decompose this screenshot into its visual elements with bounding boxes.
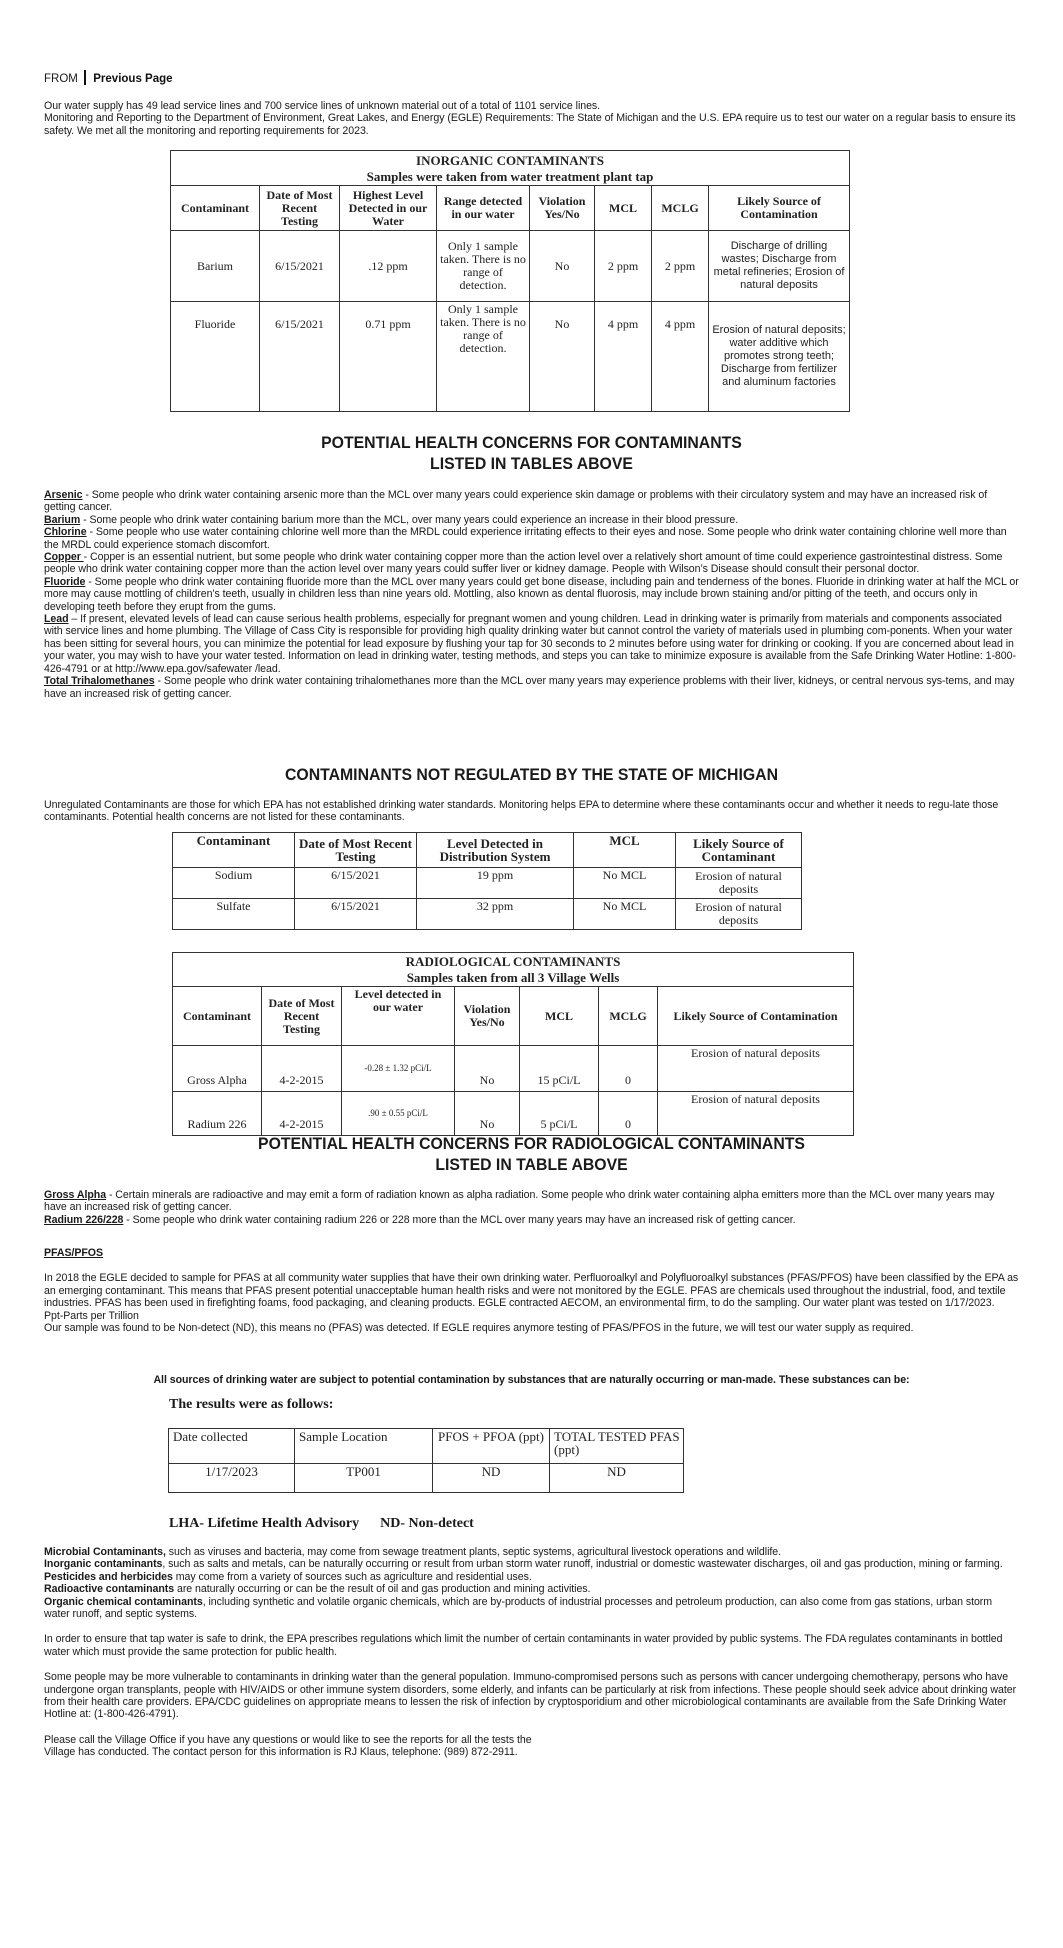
ppt-definition: Ppt-Parts per Trillion	[44, 1309, 139, 1322]
term-trihalomethanes: Total Trihalomethanes	[44, 675, 155, 688]
cell: No	[530, 231, 595, 302]
col-header: Contaminant	[173, 987, 262, 1046]
cell: No	[455, 1092, 520, 1136]
cell: .12 ppm	[340, 231, 437, 302]
inorganic-header-row	[171, 186, 850, 231]
cell: 4 ppm	[652, 302, 709, 412]
inorganic-contaminants-table	[170, 150, 850, 412]
list-item	[44, 1558, 1019, 1570]
list-item	[44, 1583, 1019, 1595]
col-header: MCL	[574, 833, 676, 868]
pfas-result: Our sample was found to be Non-detect (ND), this means no (PFAS) was detected. If EGLE requires anymore testing of PFAS/PFOS in the future, we will test our water supply as required.	[44, 1322, 914, 1335]
item-text: - Some people who use water containing chlorine well more than the MRDL could experience irritating effects to their eyes and nose. Some people who drink water containing chlorine well more than the MRDL could experience stomach discomfort.	[44, 526, 1007, 551]
item-text: - Some people who drink water containing trihalomethanes more than the MCL over many years may experience problems with their liver, kidneys, or central nervous sys-tems, and may have an increased risk of getting cancer.	[44, 675, 1015, 700]
term-radioactive: Radioactive contaminants	[44, 1583, 175, 1596]
cell: 0	[599, 1046, 658, 1092]
cell: 4-2-2015	[262, 1092, 342, 1136]
header-divider	[84, 70, 86, 85]
cell: Discharge of drilling wastes; Discharge from metal refineries; Erosion of natural deposits	[709, 231, 850, 302]
inorganic-table-title: INORGANIC CONTAMINANTS	[171, 151, 850, 170]
cell: Sulfate	[173, 899, 295, 930]
list-item	[44, 514, 1019, 526]
list-item	[44, 1596, 1019, 1621]
col-header: Violation Yes/No	[455, 987, 520, 1046]
col-header: MCLG	[652, 186, 709, 231]
col-header: Contaminant	[171, 186, 260, 231]
col-header: MCL	[520, 987, 599, 1046]
radiological-table-title: RADIOLOGICAL CONTAMINANTS	[173, 953, 854, 971]
list-item	[44, 551, 1019, 576]
list-item	[44, 1214, 1019, 1226]
col-header: TOTAL TESTED PFAS (ppt)	[550, 1429, 684, 1464]
cell: 32 ppm	[417, 899, 574, 930]
table-row	[173, 899, 802, 930]
cell: ND	[550, 1464, 684, 1493]
cell: -0.28 ± 1.32 pCi/L	[342, 1046, 455, 1092]
pfas-legend: LHA- Lifetime Health Advisory ND- Non-detect	[169, 1516, 474, 1531]
cell: No	[530, 302, 595, 412]
term-copper: Copper	[44, 551, 84, 564]
health-concerns-list	[44, 489, 1019, 700]
monitoring-text: Monitoring and Reporting to the Department of Environment, Great Lakes, and Energy (EGLE) Requirements: The State of Michigan and the U.S. EPA require us to test our water on a regular basis to ensure its safety. We met all the monitoring and reporting requirements for 2023.	[44, 112, 1016, 137]
item-text: – If present, elevated levels of lead can cause serious health problems, especially for pregnant women and young children. Lead in drinking water is primarily from materials and components associated with service lines and home plumbing. The Village of Cass City is responsible for providing high quality drinking water but cannot control the variety of materials used in plumbing com-ponents. When your water has been sitting for several hours, you can minimize the potential for lead exposure by flushing your tap for 30 seconds to 2 minutes before using water for drinking or cooking. If you are concerned about lead in your water, you may wish to have your water tested. Information on lead in drinking water, testing methods, and steps you can take to minimize exposure is available from the Safe Drinking Water Hotline: 1-800-426-4791 or at http://www.epa.gov/safewater /lead.	[44, 613, 1016, 675]
pfas-header-row	[169, 1429, 684, 1464]
pfas-results-table	[168, 1428, 684, 1493]
list-item	[44, 1189, 1019, 1214]
cell: 6/15/2021	[260, 231, 340, 302]
vulnerable-paragraph: Some people may be more vulnerable to contaminants in drinking water than the general population. Immuno-compromised persons such as persons with cancer undergoing chemotherapy, persons who have undergone organ transplants, people with HIV/AIDS or other immune system disorders, some elderly, and infants can be particularly at risk from infections. These people should seek advice about drinking water from their health care providers. EPA/CDC guidelines on appropriate means to lessen the risk of infection by cryptosporidium and other microbiological contaminants are available from the Safe Drinking Water Hotline at: (1-800-426-4791).	[44, 1671, 1017, 1721]
col-header: MCLG	[599, 987, 658, 1046]
col-header: Date collected	[169, 1429, 295, 1464]
radiological-header-row	[173, 987, 854, 1046]
term-barium: Barium	[44, 513, 81, 526]
term-fluoride: Fluoride	[44, 575, 86, 588]
col-header: Highest Level Detected in our Water	[340, 186, 437, 231]
heading-line: POTENTIAL HEALTH CONCERNS FOR CONTAMINANTS	[321, 433, 742, 452]
term-organic: Organic chemical contaminants	[44, 1595, 203, 1608]
list-item	[44, 489, 1019, 514]
contact-line: Village has conducted. The contact person for this information is RJ Klaus, telephone: (989) 872-2911.	[44, 1746, 518, 1759]
col-header: Date of Most Recent Testing	[262, 987, 342, 1046]
col-header: Date of Most Recent Testing	[295, 833, 417, 868]
cell: 4-2-2015	[262, 1046, 342, 1092]
col-header: Date of Most Recent Testing	[260, 186, 340, 231]
pfas-heading: PFAS/PFOS	[44, 1247, 104, 1259]
cell: 15 pCi/L	[520, 1046, 599, 1092]
item-text: - Some people who drink water containing radium 226 or 228 more than the MCL over many years may have an increased risk of getting cancer.	[123, 1213, 796, 1226]
item-text: such as viruses and bacteria, may come from sewage treatment plants, septic systems, agricultural livestock operations and wildlife.	[165, 1546, 781, 1558]
term-arsenic: Arsenic	[44, 489, 83, 501]
col-header: Level Detected in Distribution System	[417, 833, 574, 868]
col-header: Likely Source of Contaminant	[676, 833, 802, 868]
table-row	[173, 1046, 854, 1092]
term-inorganic: Inorganic contaminants	[44, 1558, 163, 1571]
cell: Gross Alpha	[173, 1046, 262, 1092]
unregulated-header-row	[173, 833, 802, 868]
term-pesticides: Pesticides and herbicides	[44, 1570, 173, 1583]
contact-line: Please call the Village Office if you have any questions or would like to see the reports for all the tests the	[44, 1733, 532, 1746]
table-row	[173, 868, 802, 899]
list-item	[44, 576, 1019, 613]
radiological-health-list	[44, 1189, 1019, 1226]
col-header: PFOS + PFOA (ppt)	[433, 1429, 550, 1464]
term-gross-alpha: Gross Alpha	[44, 1189, 107, 1201]
previous-page-link[interactable]: Previous Page	[93, 73, 173, 85]
cell: TP001	[295, 1464, 433, 1493]
cell: 6/15/2021	[295, 899, 417, 930]
heading-line: POTENTIAL HEALTH CONCERNS FOR RADIOLOGICAL CONTAMINANTS	[258, 1134, 805, 1153]
cell: Radium 226	[173, 1092, 262, 1136]
radiological-contaminants-table	[172, 952, 854, 1136]
col-header: Level detected in our water	[342, 987, 455, 1046]
cell: 2 ppm	[652, 231, 709, 302]
cell: Erosion of natural deposits	[676, 899, 802, 930]
pfas-section	[44, 1247, 1019, 1334]
item-text: , such as salts and metals, can be naturally occurring or result from urban storm water runoff, industrial or domestic wastewater discharges, oil and gas production, mining or farming.	[162, 1558, 1003, 1571]
col-header: Likely Source of Contamination	[658, 987, 854, 1046]
list-item	[44, 675, 1019, 700]
table-row	[171, 231, 850, 302]
item-text: - Certain minerals are radioactive and may emit a form of radiation known as alpha radiation. Some people who drink water containing alpha emitters more than the MCL over many years may have an increased risk of getting cancer.	[44, 1189, 995, 1214]
cell: 4 ppm	[595, 302, 652, 412]
item-text: may come from a variety of sources such as agriculture and residential uses.	[172, 1570, 532, 1583]
cell: Only 1 sample taken. There is no range of detection.	[437, 302, 530, 412]
health-concerns-heading	[37, 432, 1026, 474]
item-text: - Some people who drink water containing fluoride more than the MCL over many years could get bone disease, including pain and tenderness of the bones. Fluoride in drinking water at half the MCL or more may cause mottling of children’s teeth, usually in children less than nine years old. Mottling, also known as dental fluorosis, may include brown staining and/or pitting of the teeth, and occurs only in developing teeth before they erupt from the gums.	[44, 575, 1019, 613]
cell: ND	[433, 1464, 550, 1493]
unregulated-intro: Unregulated Contaminants are those for which EPA has not established drinking water standards. Monitoring helps EPA to determine where these contaminants occur and whether it needs to regu-late those contaminants. Potential health concerns are not listed for these contaminants.	[44, 799, 999, 824]
col-header: Contaminant	[173, 833, 295, 868]
cell: 0	[599, 1092, 658, 1136]
cell: Erosion of natural deposits; water additive which promotes strong teeth; Discharge from fertilizer and aluminum factories	[709, 302, 850, 412]
col-header: Sample Location	[295, 1429, 433, 1464]
results-label: The results were as follows:	[169, 1397, 334, 1412]
cell: Sodium	[173, 868, 295, 899]
cell: No MCL	[574, 899, 676, 930]
list-item	[44, 1571, 1019, 1583]
pfas-paragraph: In 2018 the EGLE decided to sample for PFAS at all community water supplies that have their own drinking water. Perfluoroalkyl and Polyfluoroalkyl substances (PFAS/PFOS) have been classified by the EPA as an emerging contaminant. This means that PFAS present potential unacceptable human health risks and were not monitored by the EGLE. PFAS are chemicals used throughout the industrial, food, and textile industries. PFAS has been used in firefighting foams, food packaging, and cleaning products. EGLE contracted AECOM, an environmental firm, to do the sampling. Our water plant was tested on 1/17/2023.	[44, 1272, 1019, 1310]
cell: No	[455, 1046, 520, 1092]
table-row	[173, 1092, 854, 1136]
col-header: Violation Yes/No	[530, 186, 595, 231]
item-text: , including synthetic and volatile organic chemicals, which are by-products of industrial processes and petroleum production, can also come from gas stations, urban storm water runoff, and septic systems.	[44, 1595, 993, 1621]
term-chlorine: Chlorine	[44, 526, 87, 539]
unregulated-table	[172, 832, 802, 930]
item-text: - Copper is an essential nutrient, but some people who drink water containing copper more than the action level over a relatively short amount of time could experience gastrointestinal distress. Some people who drink water containing copper more than the action level over many years could suffer liver or kidney damage. People with Wilson’s Disease should consult their personal doctor.	[44, 551, 1003, 576]
cell: Erosion of natural deposits	[676, 868, 802, 899]
table-row	[171, 302, 850, 412]
cell: No MCL	[574, 868, 676, 899]
item-text: are naturally occurring or can be the result of oil and gas production and mining activities.	[174, 1583, 591, 1596]
cell: Only 1 sample taken. There is no range of detection.	[437, 231, 530, 302]
cell: 2 ppm	[595, 231, 652, 302]
cell: Fluoride	[171, 302, 260, 412]
cell: 0.71 ppm	[340, 302, 437, 412]
cell: 5 pCi/L	[520, 1092, 599, 1136]
cell: 6/15/2021	[260, 302, 340, 412]
unregulated-heading: CONTAMINANTS NOT REGULATED BY THE STATE OF MICHIGAN	[284, 765, 779, 784]
from-label: FROM	[44, 73, 78, 85]
item-text: - Some people who drink water containing barium more than the MCL, over many years could experience an increase in their blood pressure.	[80, 513, 739, 526]
cell: Erosion of natural deposits	[658, 1046, 854, 1092]
cell: 19 ppm	[417, 868, 574, 899]
col-header: Range detected in our water	[437, 186, 530, 231]
intro-text	[44, 100, 1019, 137]
term-radium: Radium 226/228	[44, 1213, 124, 1226]
col-header: Likely Source of Contamination	[709, 186, 850, 231]
radiological-health-heading	[37, 1133, 1026, 1175]
inorganic-table-subtitle: Samples were taken from water treatment plant tap	[171, 169, 850, 186]
epa-paragraph: In order to ensure that tap water is safe to drink, the EPA prescribes regulations which limit the number of certain contaminants in water provided by public systems. The FDA regulates contaminants in bottled water which must provide the same protection for public health.	[44, 1633, 1003, 1658]
heading-line: LISTED IN TABLE ABOVE	[435, 1155, 628, 1174]
table-row	[169, 1464, 684, 1493]
contamination-sources-list	[44, 1546, 1019, 1759]
cell: Erosion of natural deposits	[658, 1092, 854, 1136]
contamination-note: All sources of drinking water are subject to potential contamination by substances that are naturally occurring or man-made. These substances can be:	[153, 1374, 910, 1386]
list-item	[44, 526, 1019, 551]
cell: 1/17/2023	[169, 1464, 295, 1493]
term-microbial: Microbial Contaminants,	[44, 1546, 166, 1558]
col-header: MCL	[595, 186, 652, 231]
heading-line: LISTED IN TABLES ABOVE	[430, 454, 633, 473]
list-item	[44, 613, 1019, 675]
cell: .90 ± 0.55 pCi/L	[342, 1092, 455, 1136]
list-item	[44, 1546, 1019, 1558]
cell: 6/15/2021	[295, 868, 417, 899]
service-lines-text: Our water supply has 49 lead service lines and 700 service lines of unknown material out of a total of 1101 service lines.	[44, 100, 601, 112]
from-header	[44, 70, 173, 86]
item-text: - Some people who drink water containing arsenic more than the MCL over many years could experience skin damage or problems with their circulatory system and may have an increased risk of getting cancer.	[44, 489, 988, 514]
radiological-table-subtitle: Samples taken from all 3 Village Wells	[173, 970, 854, 987]
cell: Barium	[171, 231, 260, 302]
term-lead: Lead	[44, 613, 69, 626]
